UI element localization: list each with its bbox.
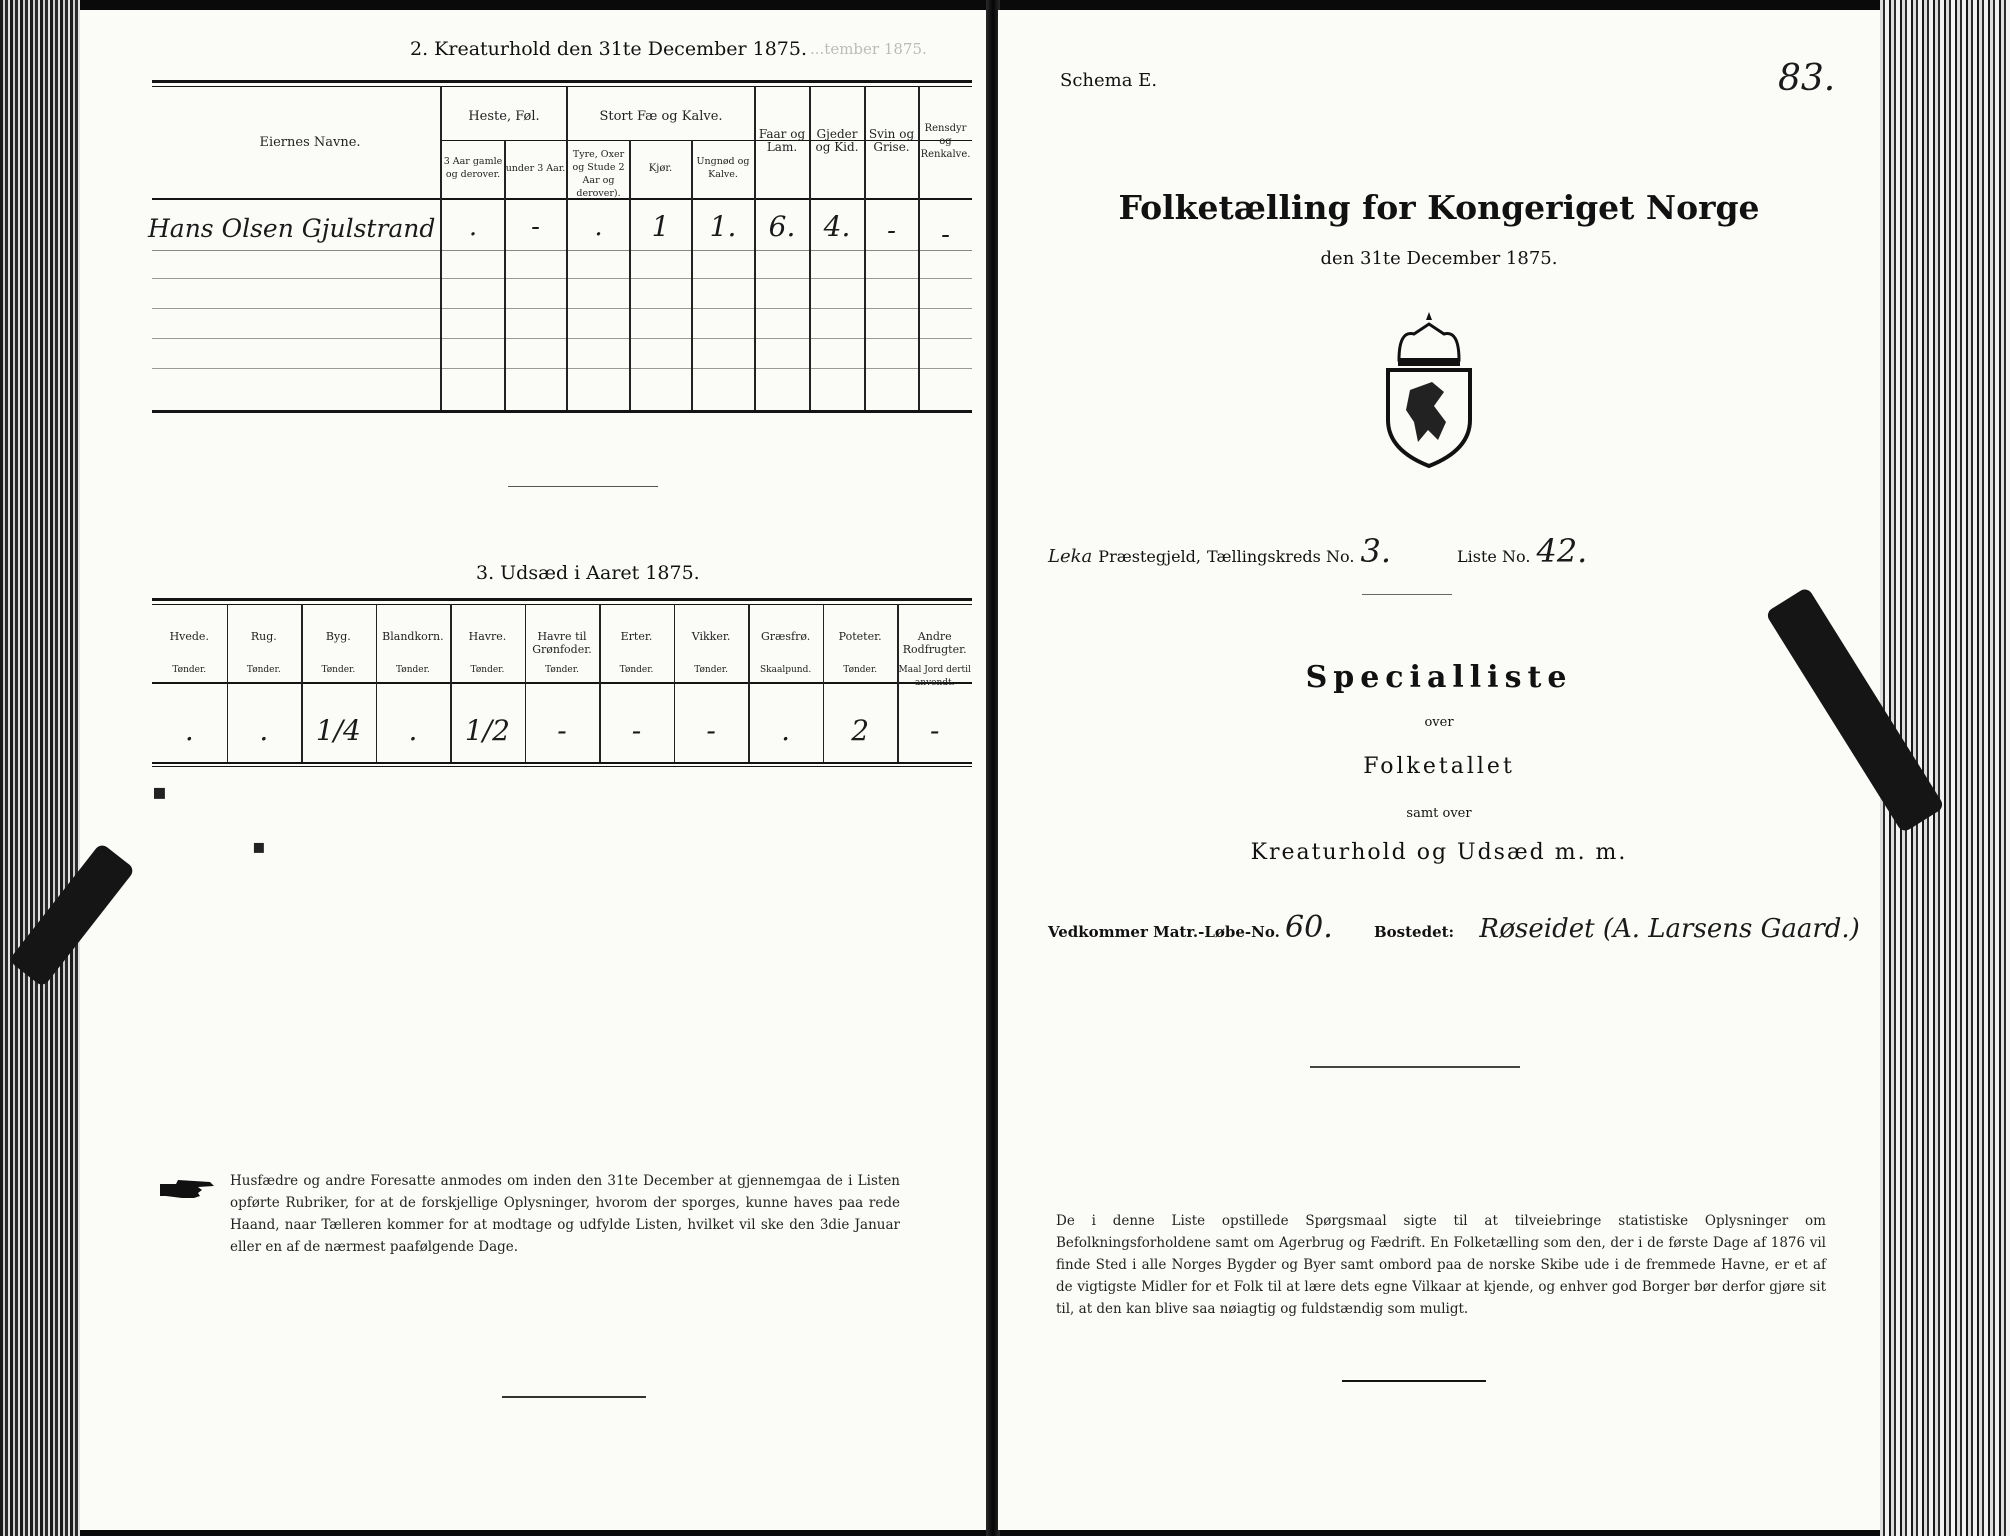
main-subtitle: den 31te December 1875. <box>1320 248 1558 269</box>
table3-header: Rug. <box>250 630 277 643</box>
right-page <box>998 10 1880 1530</box>
table3-unit: Tønder. <box>470 665 505 675</box>
page-number: 83. <box>1778 58 1836 99</box>
table2-top-rule-thin <box>152 86 972 87</box>
table3-unit: Tønder. <box>321 665 356 675</box>
household-note: Husfædre og andre Foresatte anmodes om inden den 31te December at gjennemgaa de i Listen opførte Rubriker, for at de forskjellige Oplysninger, hvorom der sporges, kunne haves paa rede Haand, naar Tælleren kommer for at modtage og udfylde Listen, hvilket vil ske den 3die Januar eller en af de nærmest paafølgende Dage. <box>230 1173 900 1255</box>
table3-unit: Tønder. <box>619 665 654 675</box>
specialliste-heading: Specialliste <box>1305 660 1573 695</box>
kreaturhold-text: Kreaturhold og Udsæd m. m. <box>1250 840 1628 865</box>
row-svin: - <box>887 216 896 246</box>
stray-ink-mark: ▪ <box>252 834 266 858</box>
main-title: Folketælling for Kongeriget Norge <box>1118 188 1760 227</box>
table3-header: Blandkorn. <box>382 630 444 643</box>
table3-header: Byg. <box>325 630 351 643</box>
header-storfae-group: Stort Fæ og Kalve. <box>599 109 723 124</box>
table3-unit: Maal Jord dertil anvendt. <box>898 665 971 688</box>
bosted-label: Bostedet: <box>1374 923 1455 941</box>
intro-paragraph: De i denne Liste opstillede Spørgsmaal sigte til at tilveiebringe statistiske Oplysninger om Befolkningsforholdene samt om Agerbrug og Fædrift. En Folketælling som den, der i de første Dage af 1876 vil finde Sted i alle Norges Bygder og Byer samt ombord paa de norske Skibe ude i de fremmede Havne, er et af de vigtigste Midler for et Folk til at lære dets egne Vilkaar at kjende, og enhver god Borger bør derfor gjøre sit til, at den kan blive saa nøiagtig og fuldstændig som muligt. <box>1056 1213 1826 1317</box>
folketallet-text: Folketallet <box>1363 754 1515 779</box>
liste-value: 42. <box>1536 532 1588 570</box>
table3-header: Havre. <box>468 630 507 643</box>
table3-value: 1/4 <box>315 714 361 747</box>
table3-value: . <box>184 714 194 747</box>
header-rensdyr: Rensdyr og Renkalve. <box>920 123 971 160</box>
over-text: over <box>1424 715 1454 730</box>
header-heste-group: Heste, Føl. <box>468 109 540 124</box>
header-owner: Eiernes Navne. <box>259 135 361 150</box>
prestegjeld-line <box>1048 532 1587 570</box>
table2-top-rule <box>152 80 972 83</box>
table3-top-rule <box>152 598 972 601</box>
table3-value: 1/2 <box>464 714 510 747</box>
coat-of-arms-icon <box>1374 310 1484 470</box>
table3-value: . <box>408 714 418 747</box>
table3-header-rule <box>152 682 972 684</box>
table3-value: - <box>706 714 716 747</box>
table2-col-divider <box>629 140 631 410</box>
header-storfae-c: Ungnød og Kalve. <box>696 156 750 180</box>
bosted-value: Røseidet (A. Larsens Gaard.) <box>1479 914 1860 944</box>
table3-unit: Tønder. <box>545 665 579 675</box>
separator-rule <box>508 486 658 487</box>
matr-line <box>1048 910 1860 945</box>
table2-row-rule <box>152 338 972 339</box>
header-heste-a: 3 Aar gamle og derover. <box>443 156 503 180</box>
table3-header: Andre Rodfrugter. <box>902 630 967 656</box>
footer-rule <box>1342 1380 1486 1382</box>
row-rensdyr: - <box>941 220 950 250</box>
table3-unit: Tønder. <box>843 665 878 675</box>
section2-title: 2. Kreaturhold den 31te December 1875. <box>410 38 808 60</box>
book-edge-left <box>0 0 80 1536</box>
table3-bottom-rule <box>152 762 972 764</box>
footer-rule <box>502 1396 646 1398</box>
row-storfae-a: . <box>594 212 603 242</box>
table3-header: Græsfrø. <box>760 630 811 643</box>
table3-value: - <box>631 714 642 747</box>
table3-bottom-rule-thin <box>152 766 972 767</box>
table3-value: . <box>259 714 269 747</box>
table3-header: Poteter. <box>838 630 882 643</box>
table2-row-rule <box>152 250 972 251</box>
kreds-value: 3. <box>1360 532 1391 570</box>
table2-header-rule <box>152 198 972 200</box>
separator-rule <box>1362 594 1452 595</box>
prestegjeld-value: Leka <box>1048 546 1093 567</box>
liste-label: Liste No. <box>1457 547 1531 566</box>
table3-unit: Tønder. <box>246 665 281 675</box>
row-heste-a: . <box>468 212 478 242</box>
header-heste-b: under 3 Aar. <box>505 163 566 174</box>
table2-row-rule <box>152 368 972 369</box>
table2-row-rule <box>152 308 972 309</box>
table2-row-rule <box>152 278 972 279</box>
stray-ink-mark: ▪ <box>152 780 167 805</box>
row-gjeder: 4. <box>823 210 851 243</box>
table2-bottom-rule <box>152 410 972 413</box>
matr-label: Vedkommer Matr.-Løbe-No. <box>1048 923 1280 941</box>
row-owner-name: Hans Olsen Gjulstrand <box>148 214 436 243</box>
table3-header: Erter. <box>620 630 653 643</box>
schema-label: Schema E. <box>1060 70 1158 91</box>
header-faar: Faar og Lam. <box>758 127 806 154</box>
section3-title: 3. Udsæd i Aaret 1875. <box>476 562 700 584</box>
table3-value: - <box>557 714 567 747</box>
separator-rule <box>1310 1066 1520 1068</box>
header-svin: Svin og Grise. <box>868 127 915 154</box>
table3-value: 2 <box>851 714 870 747</box>
row-storfae-b: 1 <box>651 210 670 243</box>
row-storfae-c: 1. <box>709 210 737 243</box>
table2-col-divider <box>566 86 568 410</box>
row-faar: 6. <box>768 210 796 243</box>
header-storfae-b: Kjør. <box>648 163 673 174</box>
table3-unit: Tønder. <box>396 665 430 675</box>
table3-top-rule-thin <box>152 604 972 605</box>
kreds-label: Tællingskreds No. <box>1207 547 1355 566</box>
left-page <box>80 10 988 1530</box>
samt-over-text: samt over <box>1406 806 1472 821</box>
table3-header: Vikker. <box>691 630 731 643</box>
table2-col-divider <box>504 140 506 410</box>
table3-value: . <box>781 714 791 747</box>
table3-unit: Skaalpund. <box>760 665 812 675</box>
prestegjeld-label: Præstegjeld, <box>1098 547 1201 566</box>
table2-col-divider <box>440 86 442 410</box>
row-heste-b: - <box>531 212 540 242</box>
table3-unit: Tønder. <box>694 665 728 675</box>
header-gjeder: Gjeder og Kid. <box>815 127 859 154</box>
table3-header: Havre til Grønfoder. <box>532 630 592 656</box>
matr-value: 60. <box>1285 910 1333 945</box>
faded-bleed-text: ...tember 1875. <box>810 40 927 58</box>
table3-unit: Tønder. <box>172 665 207 675</box>
pointing-hand-icon <box>158 1176 218 1204</box>
table3-value: - <box>929 714 940 747</box>
table3-header: Hvede. <box>169 630 209 643</box>
header-storfae-a: Tyre, Oxer og Stude 2 Aar og derover). <box>572 149 625 199</box>
